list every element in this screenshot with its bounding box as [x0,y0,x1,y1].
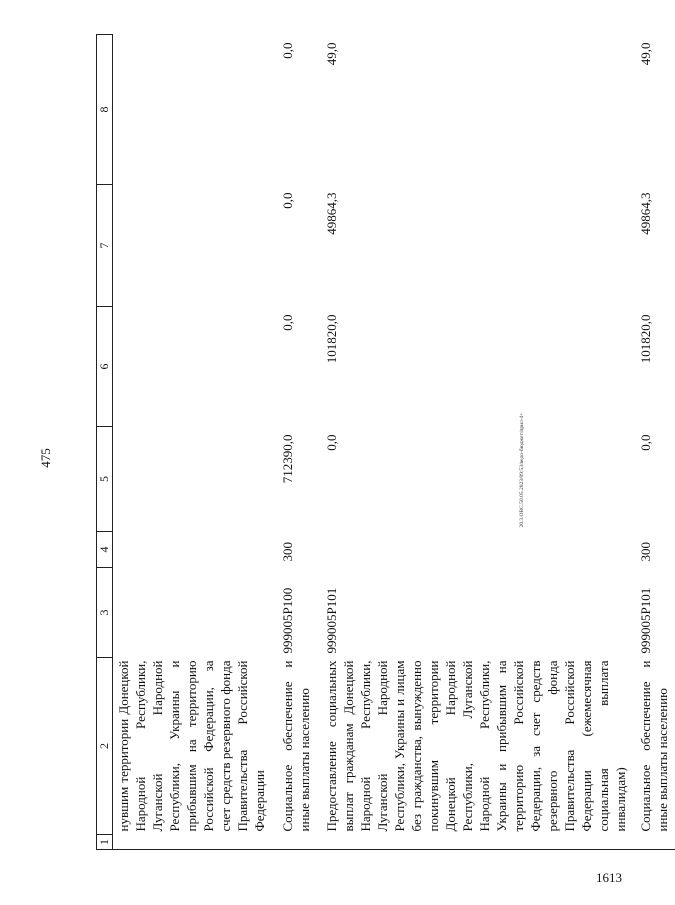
column-number-header [97,35,113,850]
column-header-7: 7 [97,185,113,307]
budget-table-frame [96,35,670,850]
row-code: 999005Р101 [324,587,339,654]
row-code: 999005Р100 [280,587,295,654]
row-value-7 [113,185,274,307]
document-stamp-code: 20.3.ОВС.50.05.2023/09:53/ведо-бюджет/прил-4+ [519,412,525,528]
table-row [317,35,631,850]
rotated-table-container [96,35,670,850]
row-code: 999005Р101 [638,587,653,654]
row-name: Социальное обеспечение и иные выплаты населению [638,660,670,832]
row-value-5: 0,0 [324,434,339,451]
row-name: Социальное обеспечение и иные выплаты населению [280,660,312,832]
row-kvr: 300 [280,542,295,562]
sheet-number: 1613 [596,870,622,885]
column-header-3: 3 [97,568,113,658]
row-value-8 [113,35,274,185]
row-value-8: 0,0 [280,42,295,59]
table-row [273,35,317,850]
row-name: Предоставление социальных выплат гражданам Донецкой Народной Республики, Луганской Народной Республики, Украины и лицам без гражданства, вынужденно покинувшим территории Донецкой Народной Республики, Луганской Народной Республики, Украины и прибывшим на территорию Российской Федерации, за счет средств резервного фонда Правительства Российской Федерации (ежемесячная социальная выплата инвалидам) [324,660,628,832]
row-kvr [317,532,631,568]
row-value-8: 49,0 [324,42,339,66]
column-header-4: 4 [97,532,113,568]
column-header-5: 5 [97,427,113,532]
row-value-5: 0,0 [638,434,653,451]
row-value-7: 0,0 [280,192,295,209]
row-kvr: 300 [638,542,653,562]
column-header-6: 6 [97,307,113,427]
row-value-5: 712390,0 [280,434,295,484]
row-value-6: 101820,0 [324,314,339,364]
column-header-2: 2 [97,658,113,835]
column-header-1: 1 [97,835,113,850]
row-value-7: 49864,3 [324,192,339,235]
row-value-6: 101820,0 [638,314,653,364]
table-row [113,35,274,850]
row-value-6: 0,0 [280,314,295,331]
row-code [113,568,274,658]
page-number: 475 [38,448,53,468]
row-name: нувшим территории Донецкой Народной Республики, Луганской Народной Республики, Украины и прибывшим на территорию Российской Федерации, за счет средств резервного фонда Правительства Российской Федерации [116,660,267,832]
row-value-6 [113,307,274,427]
row-value-7: 49864,3 [638,192,653,235]
budget-table [96,34,675,850]
row-kvr [113,532,274,568]
column-header-8: 8 [97,35,113,185]
row-value-8: 49,0 [638,42,653,66]
table-row [631,35,675,850]
row-value-5 [113,427,274,532]
